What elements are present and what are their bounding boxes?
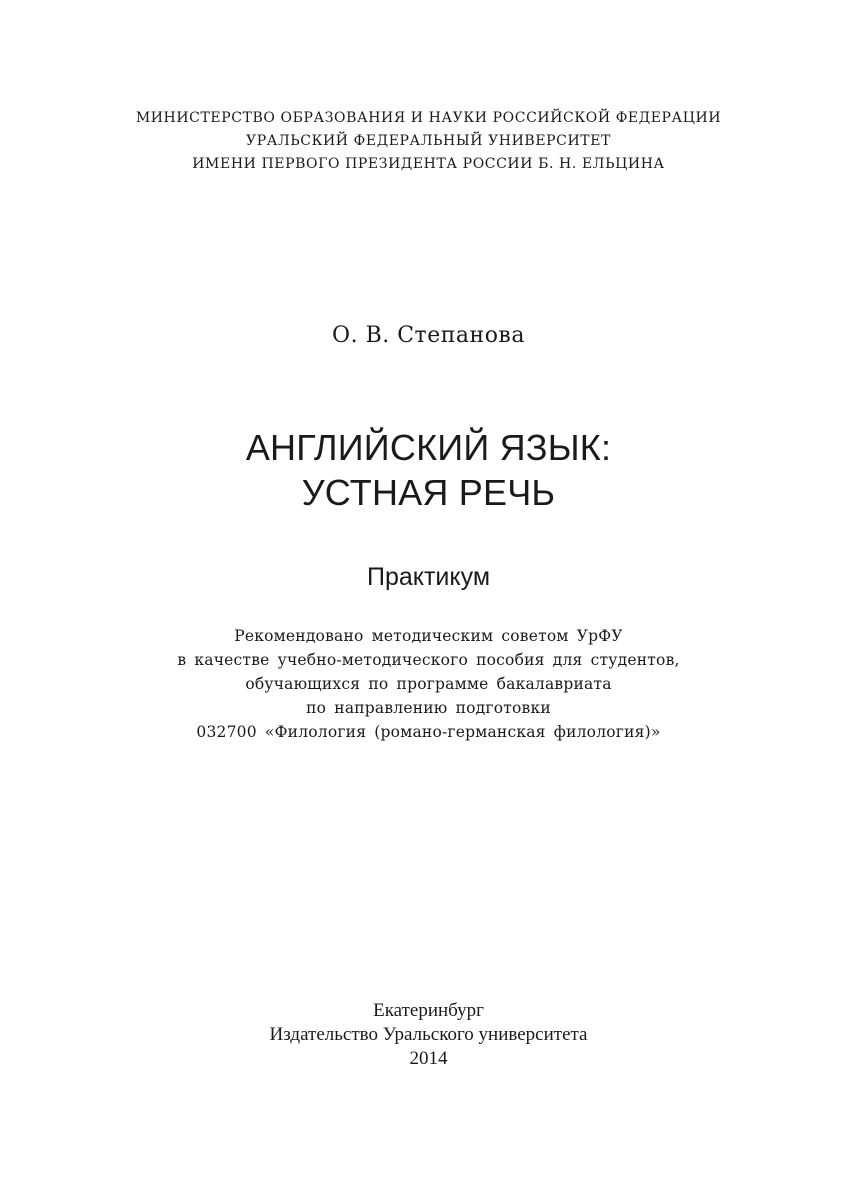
ministry-line: МИНИСТЕРСТВО ОБРАЗОВАНИЯ И НАУКИ РОССИЙСКОЙ ФЕДЕРАЦИИ xyxy=(135,110,722,126)
recommendation-line-5: 032700 «Филология (романо-германская филология)» xyxy=(196,723,661,741)
institution-header xyxy=(0,107,857,176)
recommendation-line-1: Рекомендовано методическим советом УрФУ xyxy=(234,627,623,645)
imprint-city: Екатеринбург xyxy=(373,1000,484,1021)
imprint-year: 2014 xyxy=(409,1048,448,1069)
book-title xyxy=(0,425,857,515)
book-subtitle: Практикум xyxy=(366,563,491,591)
recommendation-line-3: обучающихся по программе бакалавриата xyxy=(245,675,612,693)
book-title-line-2: УСТНАЯ РЕЧЬ xyxy=(301,472,556,513)
university-line: УРАЛЬСКИЙ ФЕДЕРАЛЬНЫЙ УНИВЕРСИТЕТ xyxy=(246,133,611,149)
author-name: О. В. Степанова xyxy=(332,323,525,348)
university-name-line: ИМЕНИ ПЕРВОГО ПРЕЗИДЕНТА РОССИИ Б. Н. ЕЛЬЦИНА xyxy=(192,156,665,172)
recommendation-line-2: в качестве учебно-методического пособия для студентов, xyxy=(177,651,680,669)
imprint-publisher: Издательство Уральского университета xyxy=(269,1024,588,1045)
book-title-line-1: АНГЛИЙСКИЙ ЯЗЫК: xyxy=(245,427,612,468)
recommendation-line-4: по направлению подготовки xyxy=(306,699,551,717)
recommendation-note xyxy=(0,624,857,744)
imprint xyxy=(0,999,857,1071)
